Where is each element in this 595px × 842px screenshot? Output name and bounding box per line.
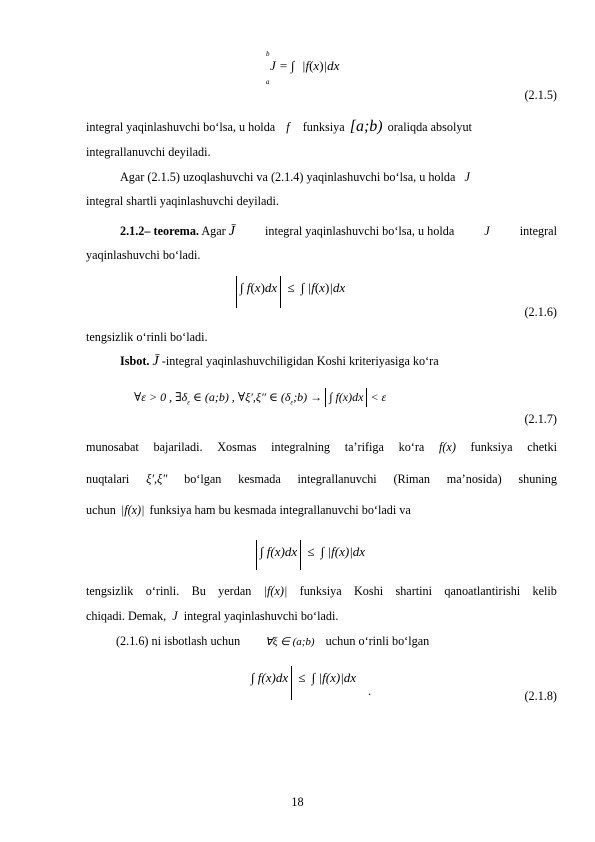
- proof-label: Isbot.: [120, 354, 150, 368]
- paragraph-1-line-1: integral yaqinlashuvchi bo‘lsa, u holda f funksiya [a;b) oraliqda absolyut: [86, 118, 472, 135]
- formula-2-1-7: ∀ε > 0 , $\exists\delta_\varepsilon$ ∈ (a;b) , ∀ξ′,ξ″ ∈ $(\delta_\varepsilon;b)$ → ∫ f(x)dx < ε: [134, 390, 387, 407]
- proof-line: Isbot. J̄ -integral yaqinlashuvchiligidan Koshi kriteriyasiga ko‘ra: [120, 354, 439, 369]
- paragraph-2-line-2: integral shartli yaqinlashuvchi deyiladi.: [86, 194, 279, 208]
- paragraph-5-line-2: chiqadi. Demak, J integral yaqinlashuvchi bo‘ladi.: [86, 609, 339, 623]
- formula-2-1-6: ∫ f(x)dx ≤ ∫ |f(x)|dx: [236, 276, 345, 308]
- eq-number-2-1-8: (2.1.8): [524, 689, 557, 703]
- paragraph-2-line-1: Agar (2.1.5) uzoqlashuvchi va (2.1.4) yaqinlashuvchi bo‘lsa, u holda J: [120, 170, 470, 184]
- theorem-line-2: yaqinlashuvchi bo‘ladi.: [86, 248, 201, 262]
- paragraph-3: tengsizlik o‘rinli bo‘ladi.: [86, 330, 208, 344]
- theorem-line-1: 2.1.2– teorema. Agar J̄ integral yaqinlashuvchi bo‘lsa, u holda J integral: [120, 224, 557, 239]
- paragraph-4-line-3: uchun |f(x)| funksiya ham bu kesmada integrallanuvchi bo‘ladi va: [86, 503, 411, 517]
- page-number: 18: [291, 795, 304, 809]
- formula-2-1-5: J = ∫ b a |f(x)|dx: [266, 50, 340, 86]
- paragraph-4-line-1: munosabat bajariladi. Xosmas integralning ta’rifiga ko‘ra f(x) funksiya chetki: [86, 440, 557, 454]
- paragraph-1-line-2: integrallanuvchi deyiladi.: [86, 145, 211, 159]
- eq-number-2-1-6: (2.1.6): [524, 305, 557, 319]
- formula-2-1-8: ∫ f(x)dx ≤ ∫ |f(x)|dx: [248, 666, 356, 700]
- eq-number-2-1-7: (2.1.7): [524, 412, 557, 426]
- formula-2-1-8-dot: .: [368, 684, 372, 698]
- formula-inequality: ∫ f(x)dx ≤ ∫ |f(x)|dx: [256, 540, 365, 570]
- paragraph-6: (2.1.6) ni isbotlash uchun ∀ξ ∈ (a;b) uchun o‘rinli bo‘lgan: [116, 634, 430, 648]
- paragraph-4-line-2: nuqtalari ξ′,ξ″ bo‘lgan kesmada integrallanuvchi (Riman ma’nosida) shuning: [86, 472, 557, 486]
- eq-number-2-1-5: (2.1.5): [524, 88, 557, 102]
- theorem-label: 2.1.2– teorema.: [120, 224, 199, 238]
- paragraph-5-line-1: tengsizlik o‘rinli. Bu yerdan |f(x)| funksiya Koshi shartini qanoatlantirishi kelib: [86, 584, 557, 598]
